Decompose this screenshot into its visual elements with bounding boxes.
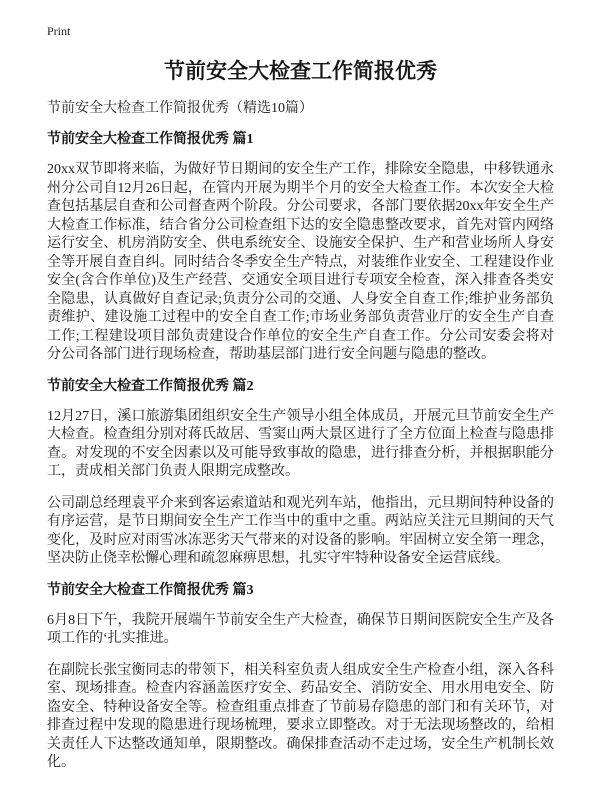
section-2-paragraph-1: 12月27日，溪口旅游集团组织安全生产领导小组全体成员，开展元旦节前安全生产大检查。检查组分别对蒋氏故居、雪窦山两大景区进行了全方位面上检查与隐患排查。对发现的不安全因素以及可能导致事故的隐患，进行排查分析，并根据职能分工，责成相关部门负责人限期完成整改。 (47, 408, 554, 479)
section-heading-3: 节前安全大检查工作简报优秀 篇3 (47, 582, 254, 598)
print-link[interactable]: Print (47, 24, 71, 38)
section-heading-1: 节前安全大检查工作简报优秀 篇1 (47, 132, 254, 147)
section-3-paragraph-2: 在副院长张宝衡同志的带领下，相关科室负责人组成安全生产检查小组，深入各科室、现场排查。检查内容涵盖医疗安全、药品安全、消防安全、用水用电安全、防盗安全、特种设备安全等。检查组重点排查了节前易存隐患的部门和有关环节，对排查过程中发现的隐患进行现场梳理，要求立即整改。对于无法现场整改的，给相关责任人下达整改通知单，限期整改。确保排查活动不走过场，安全生产机制长效化。 (47, 662, 554, 770)
section-heading-2: 节前安全大检查工作简报优秀 篇2 (47, 378, 254, 394)
page-title: 节前安全大检查工作简报优秀 (164, 59, 437, 83)
section-2-paragraph-2: 公司副总经理袁平介来到客运索道站和观光列车站，他指出，元旦期间特种设备的有序运营，是节日期间安全生产工作当中的重中之重。两站应关注元旦期间的天气变化，及时应对雨雪冰冻恶劣天气带来的对设备的影响。牢固树立安全第一理念，坚决防止侥幸松懈心理和疏忽麻痹思想，扎实守牢特种设备安全运营底线。 (47, 495, 554, 566)
document-subtitle: 节前安全大检查工作简报优秀（精选10篇） (47, 101, 313, 116)
section-3-paragraph-1: 6月8日下午，我院开展端午节前安全生产大检查，确保节日期间医院安全生产及各项工作的‘扎实推进。 (47, 612, 554, 646)
section-1-paragraph-1: 20xx双节即将来临，为做好节日期间的安全生产工作，排除安全隐患，中移铁通永州分公司自12月26日起，在管内开展为期半个月的安全大检查工作。本次安全大检查包括基层自查和公司督查两个阶段。分公司要求，各部门要依据20xx年安全生产大检查工作标准，结合省分公司检查组下达的安全隐患整改要求，首先对管内网络运行安全、机房消防安全、供电系统安全、设施安全保护、生产和营业场所人身安全等开展自查自纠。同时结合冬季安全生产特点，对装维作业安全、工程建设作业安全(含合作单位)及生产经营、交通安全项目进行专项安全检查，深入排查各类安全隐患，认真做好自查记录;负责分公司的交通、人身安全自查工作;维护业务部负责维护、建设施工过程中的安全自查工作;市场业务部负责营业厅的安全生产自查工作;工程建设项目部负责建设合作单位的安全生产自查工作。分公司安委会将对分公司各部门进行现场检查，帮助基层部门进行安全问题与隐患的整改。 (47, 162, 554, 362)
